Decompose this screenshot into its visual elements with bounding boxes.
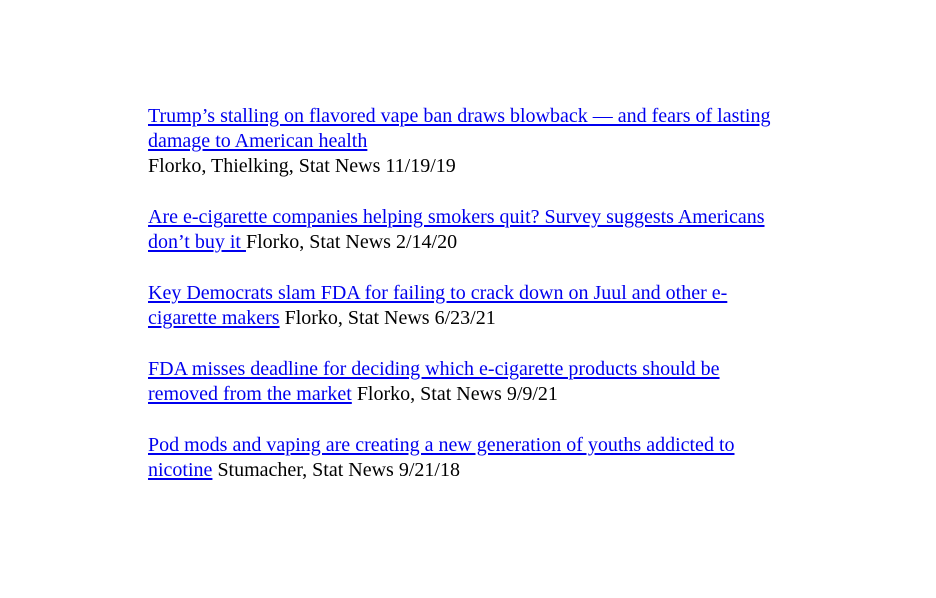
- article-citation: Florko, Stat News 6/23/21: [284, 307, 496, 329]
- article-entry: [148, 281, 788, 331]
- article-entry: [148, 433, 788, 483]
- article-citation: Florko, Stat News 9/9/21: [356, 383, 558, 405]
- article-entry: [148, 357, 788, 407]
- article-link[interactable]: Trump’s stalling on flavored vape ban draws blowback — and fears of lasting damage to American health: [148, 105, 771, 152]
- article-entry: [148, 104, 788, 179]
- article-citation: Florko, Thielking, Stat News 11/19/19: [148, 155, 456, 177]
- article-citation: Stumacher, Stat News 9/21/18: [217, 459, 460, 481]
- article-link[interactable]: Pod mods and vaping are creating a new generation of youths addicted to nicotine: [148, 434, 735, 481]
- article-link[interactable]: Are e-cigarette companies helping smokers quit? Survey suggests Americans don’t buy it: [148, 206, 765, 253]
- article-list: [148, 104, 788, 509]
- article-link[interactable]: Key Democrats slam FDA for failing to crack down on Juul and other e-cigarette makers: [148, 282, 728, 329]
- article-entry: [148, 205, 788, 255]
- article-link[interactable]: FDA misses deadline for deciding which e-cigarette products should be removed from the market: [148, 358, 720, 405]
- article-citation: Florko, Stat News 2/14/20: [245, 231, 458, 253]
